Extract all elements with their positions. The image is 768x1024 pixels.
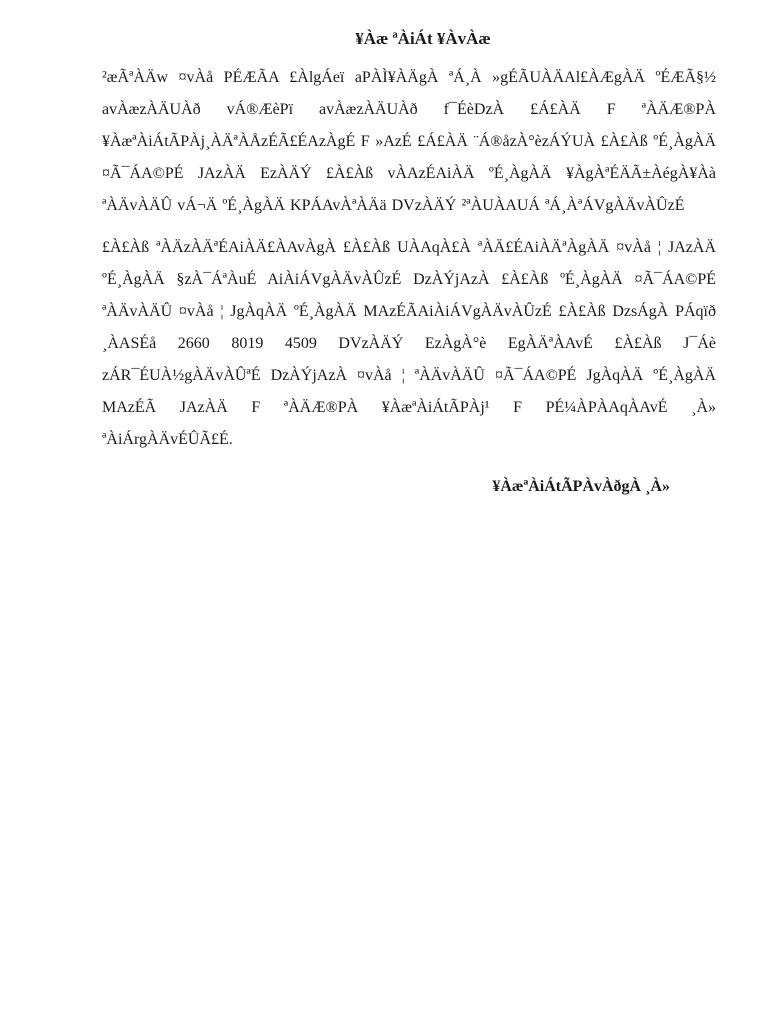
document-title: ¥Àæ ªÀiÁt ¥ÀvÀæ xyxy=(355,29,491,48)
paragraph-2: £À£Àß ªÀÄzÀÄªÉAiÀÄ£ÀAvÀgÀ £À£Àß UÀAqÀ£À ªÀÄ£ÉAiÀÄªÀgÀÄ ¤vÀå ¦ JAzÀÄ ºÉ¸ÀgÀÄ §zÀ¯ÁªÀuÉ AiÀiÁVgÀÄvÀÛzÉ DzÀÝjAzÀ £À£Àß ºÉ¸ÀgÀÄ ¤Ã¯ÁA©PÉ ªÀÄvÀÄÛ ¤vÀå ¦ JgÀqÀÄ ºÉ¸ÀgÀÄ MAzÉÃAiÀiÁVgÀÄvÀÛzÉ £À£Àß DzsÁgÀ PÁqïð ¸ÀASÉå 2660 8019 4509 DVzÀÄÝ EzÀgÀ°è EgÀÄªÀAvÉ £À£Àß J¯Áè zÁR¯ÉUÀ½gÀÄvÀÛªÉ DzÀÝjAzÀ ¤vÀå ¦ ªÀÄvÀÄÛ ¤Ã¯ÁA©PÉ JgÀqÀÄ ºÉ¸ÀgÀÄ MAzÉÃ JAzÀÄ F ªÀÄÆ®PÀ ¥ÀæªÀiÁtÃPÀj¹ F PÉ¼ÀPÀAqÀAvÉ ¸À» ªÀiÁrgÀÄvÉÛÃ£É. xyxy=(102,239,716,448)
signature-line: ¥ÀæªÀiÁtÃPÀvÀðgÀ ¸À» xyxy=(492,478,670,495)
paragraph-1: ²æÃªÀÄw ¤vÀå PÉÆÃA £ÀlgÁeï aPÀÌ¥ÀÄgÀ ªÁ¸À »gÉÃUÀÄAl£ÀÆgÀÄ ºÉÆÃ§½ avÀæzÀÄUÀð vÁ®ÆèPï avÀæzÀÄUÀð f¯ÉèDzÀ £Á£ÀÄ F ªÀÄÆ®PÀ ¥ÀæªÀiÁtÃPÀj¸ÀÄªÀÅzÉÃ£ÉAzÀgÉ F »AzÉ £Á£ÀÄ ¨Á®åzÀ°èzÁÝUÀ £À£Àß ºÉ¸ÀgÀÄ ¤Ã¯ÁA©PÉ JAzÀÄ EzÀÄÝ £À£Àß vÀAzÉAiÀÄ ºÉ¸ÀgÀÄ ¥ÀgÀªÉÄÃ±ÀégÀ¥Àà ªÀÄvÀÄÛ vÁ¬Ä ºÉ¸ÀgÀÄ KPÁAvÀªÀÄä DVzÀÄÝ ²ªÀUÀAUÁ ªÁ¸ÀªÁVgÀÄvÀÛzÉ xyxy=(102,69,716,214)
